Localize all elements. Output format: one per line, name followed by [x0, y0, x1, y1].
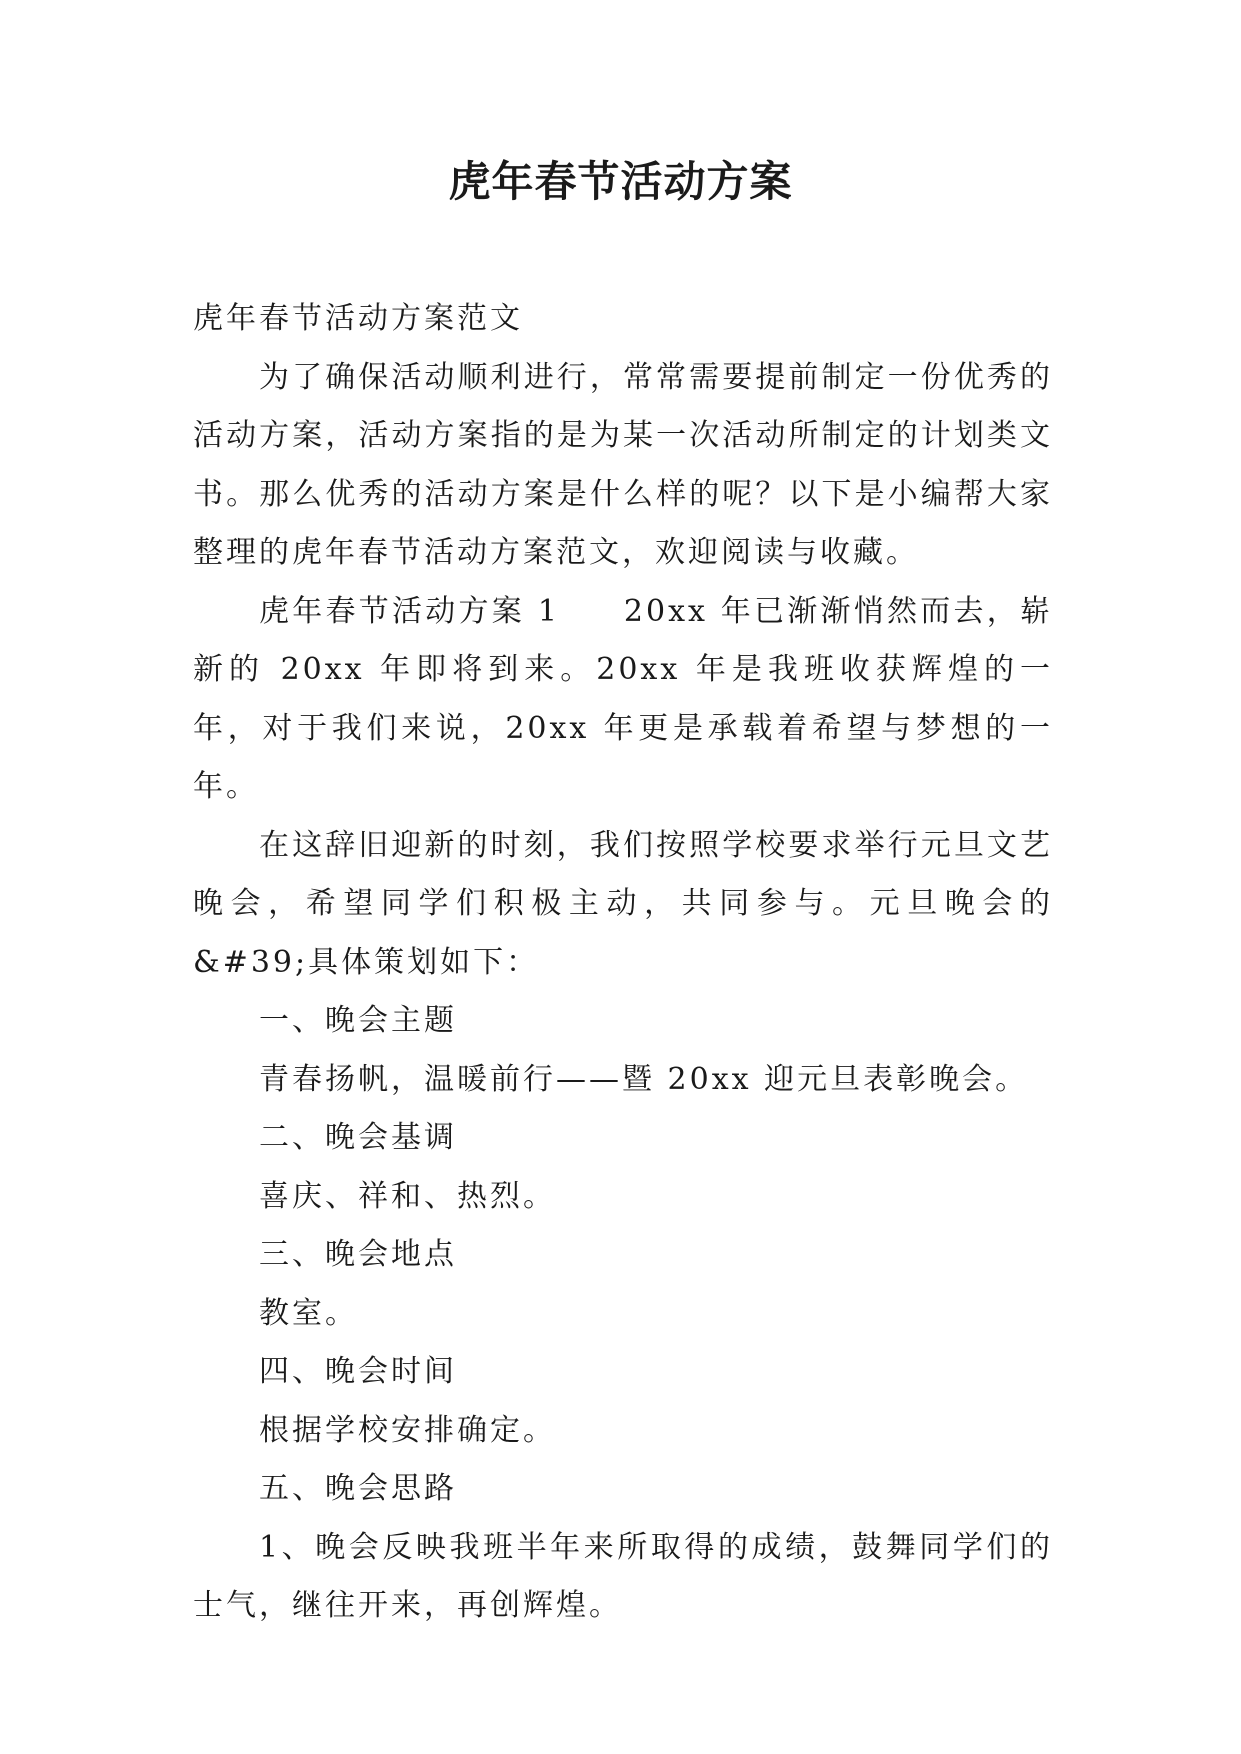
section-1-heading: 虎年春节活动方案 1 [259, 593, 560, 629]
item-location-heading: 三、晚会地点 [259, 1237, 457, 1272]
document-subtitle: 虎年春节活动方案范文 [193, 301, 523, 336]
item-theme-text: 青春扬帆，温暖前行——暨 20xx 迎元旦表彰晚会。 [259, 1061, 1029, 1097]
item-time-text: 根据学校安排确定。 [259, 1412, 556, 1448]
document-title: 虎年春节活动方案 [448, 157, 793, 206]
item-idea-heading: 五、晚会思路 [259, 1471, 457, 1506]
section-1-text: 20xx 年已渐渐悄然而去，崭新的 20xx 年即将到来。20xx 年是我班收获辉煌的一年，对于我们来说，20xx 年更是承载着希望与梦想的一年。 [193, 593, 1053, 804]
item-location-text: 教室。 [259, 1295, 358, 1331]
paragraph-2: 在这辞旧迎新的时刻，我们按照学校要求举行元旦文艺晚会，希望同学们积极主动，共同参与。元旦晚会的&#39;具体策划如下： [193, 827, 1053, 980]
document-body [193, 290, 1053, 1636]
item-theme-heading: 一、晚会主题 [259, 1003, 457, 1038]
section-1-paragraph [193, 583, 1053, 817]
item-tone-heading: 二、晚会基调 [259, 1120, 457, 1155]
item-tone-text: 喜庆、祥和、热烈。 [259, 1178, 556, 1214]
item-time-heading: 四、晚会时间 [259, 1354, 457, 1389]
intro-paragraph: 为了确保活动顺利进行，常常需要提前制定一份优秀的活动方案，活动方案指的是为某一次活动所制定的计划类文书。那么优秀的活动方案是什么样的呢？以下是小编帮大家整理的虎年春节活动方案范文，欢迎阅读与收藏。 [193, 359, 1053, 570]
point-1-paragraph: 1、晚会反映我班半年来所取得的成绩，鼓舞同学们的士气，继往开来，再创辉煌。 [193, 1529, 1053, 1623]
